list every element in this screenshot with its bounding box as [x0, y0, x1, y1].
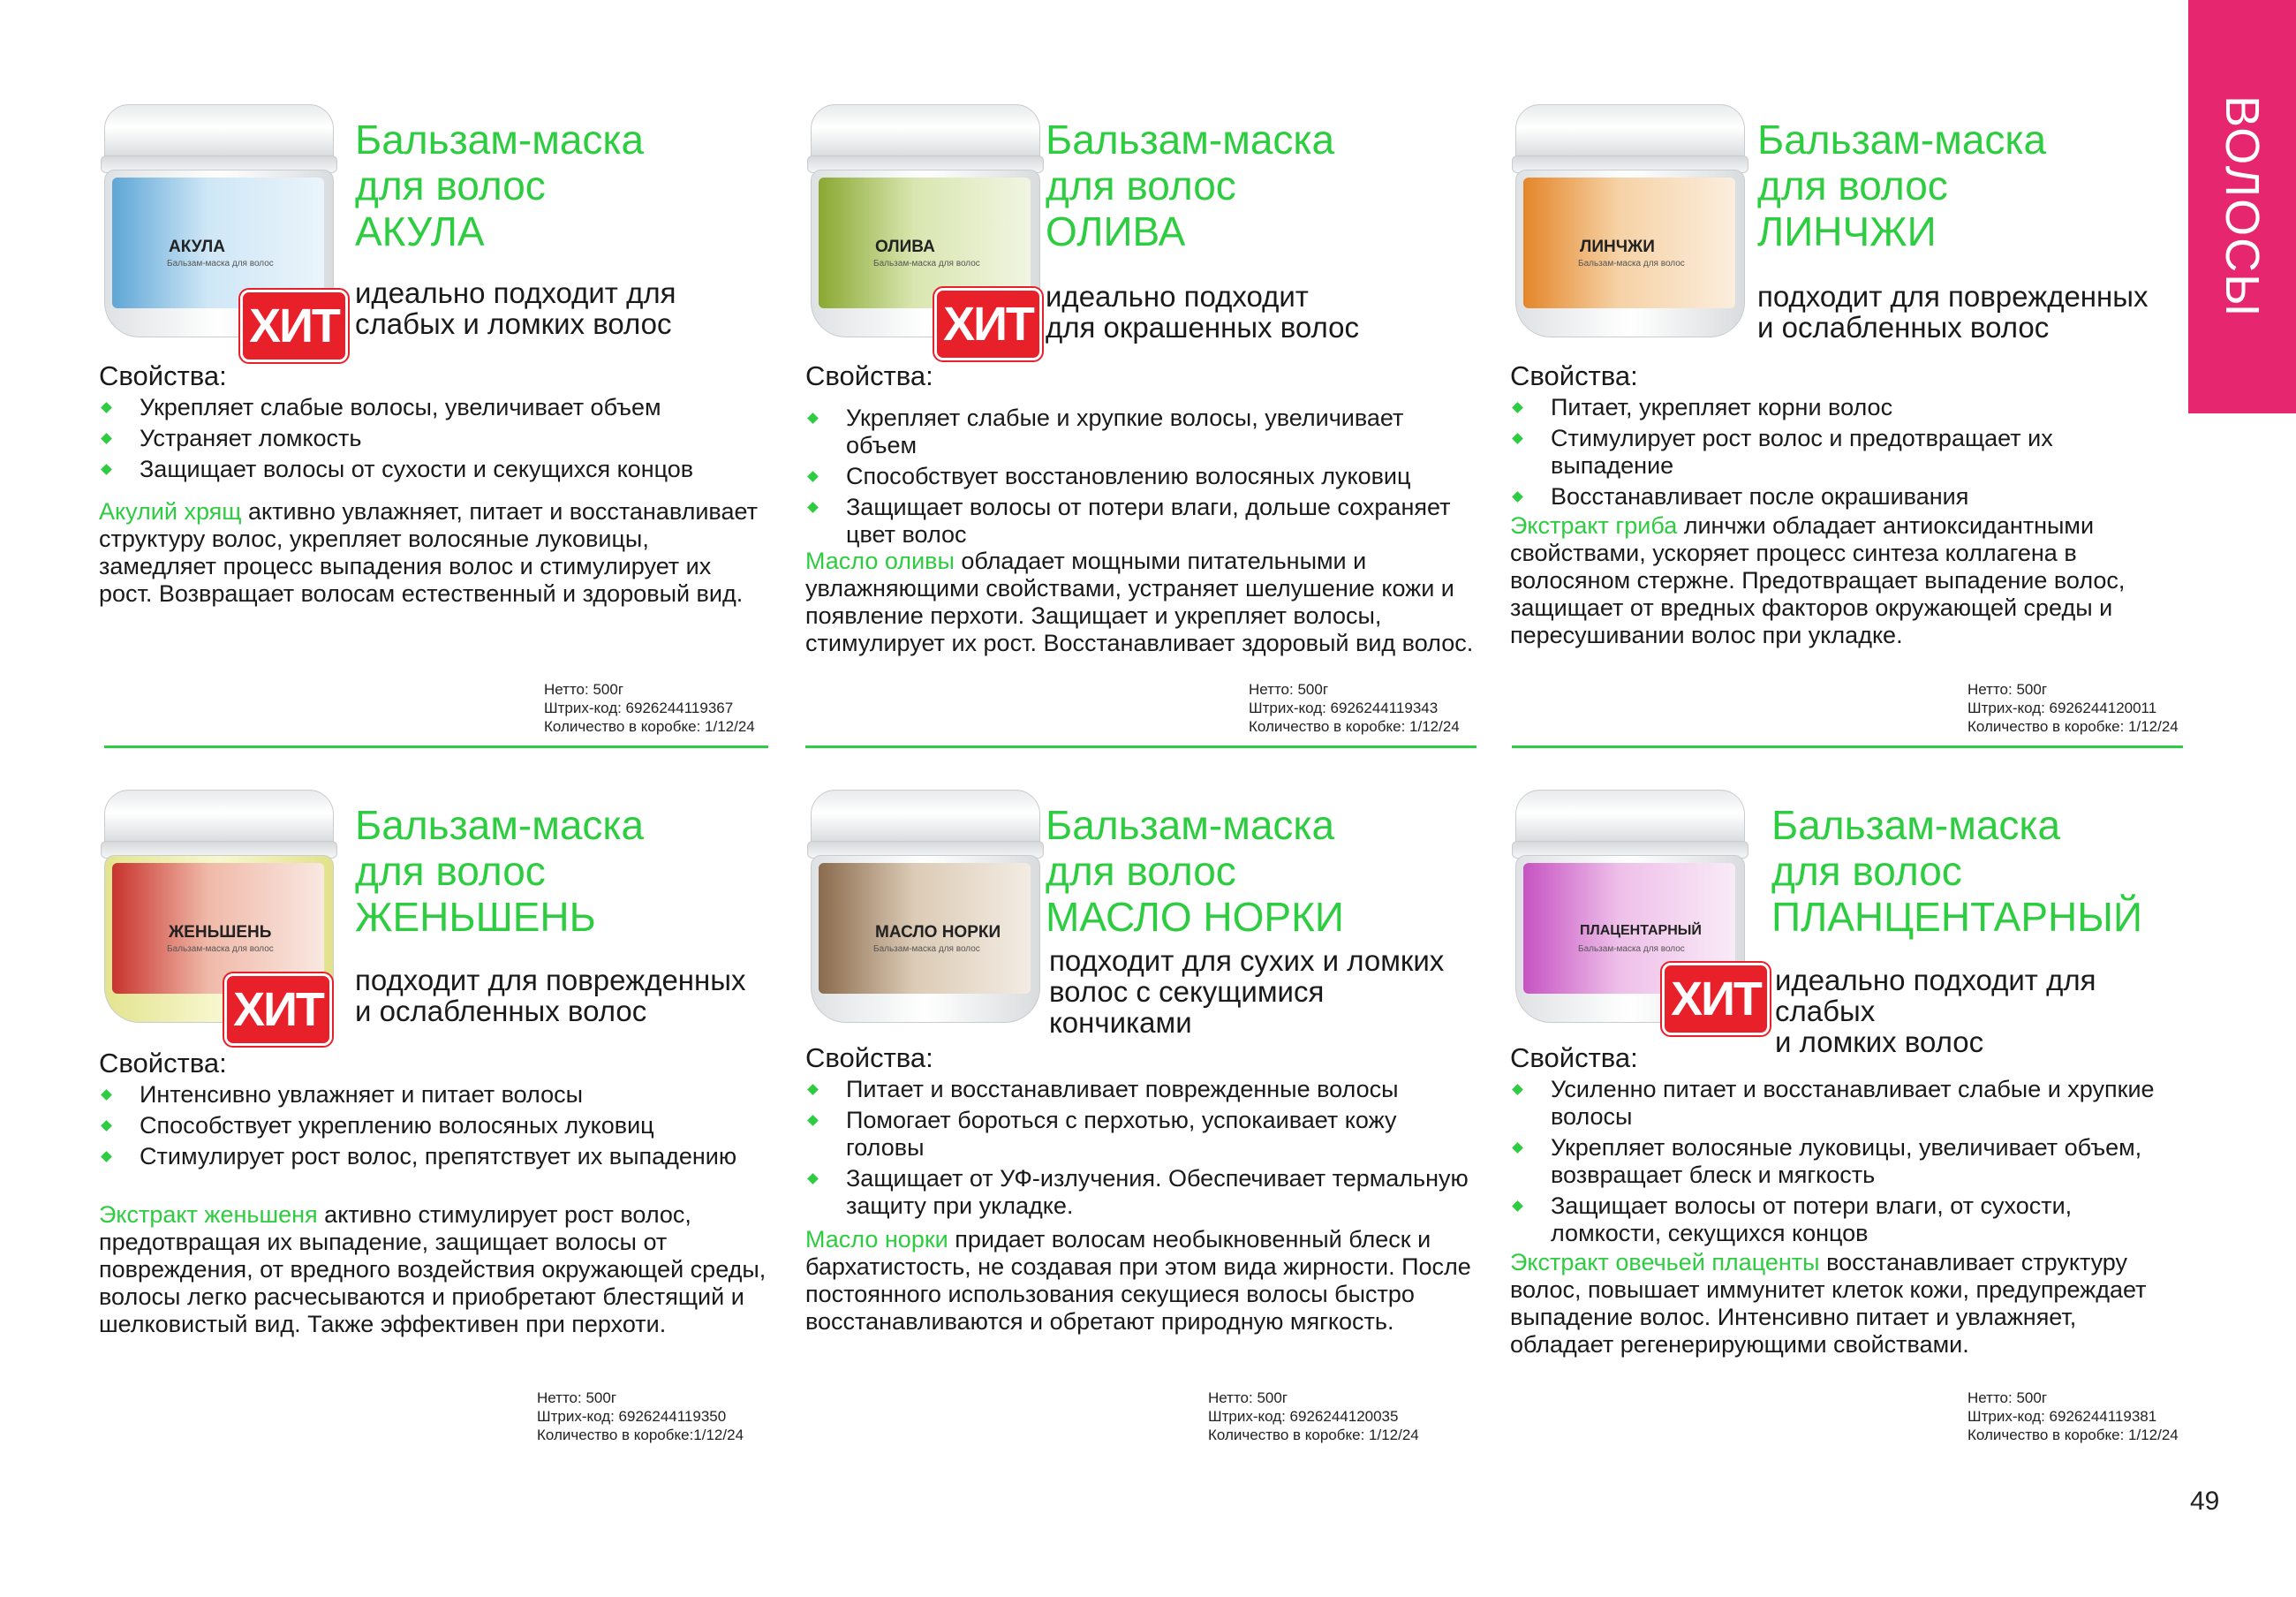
page-number: 49: [2190, 1487, 2220, 1516]
product-card-ginseng: [99, 790, 770, 1461]
list-item: Защищает от УФ-излучения. Обеспечивает термальную защиту при укладке.: [805, 1165, 1477, 1220]
product-title: Бальзам-маска для волос ОЛИВА: [1046, 117, 1335, 254]
list-item: Укрепляет слабые и хрупкие волосы, увеличивает объем: [805, 405, 1477, 459]
product-meta: Нетто: 500г Штрих-код: 6926244119343 Количество в коробке: 1/12/24: [1249, 681, 1460, 735]
product-title: Бальзам-маска для волос ЖЕНЬШЕНЬ: [355, 802, 645, 940]
list-item: Защищает волосы от потери влаги, от сухости, ломкости, секущихся концов: [1510, 1192, 2181, 1247]
hit-badge: ХИТ: [1662, 963, 1770, 1035]
product-card-olive: [805, 104, 1477, 776]
product-subtitle: идеально подходит для окрашенных волос: [1046, 280, 1359, 344]
list-item: Стимулирует рост волос и предотвращает их выпадение: [1510, 425, 2181, 480]
properties-list: [99, 394, 770, 487]
bullet-icon: [807, 1173, 819, 1185]
product-jar-image: ЖЕНЬШЕНЬ Бальзам-маска для волос: [99, 790, 337, 1030]
bullet-icon: [101, 433, 112, 444]
bullet-icon: [101, 464, 112, 475]
hit-badge: ХИТ: [934, 288, 1042, 360]
product-subtitle: подходит для поврежденных и ослабленных волос: [1757, 280, 2149, 344]
hit-badge: ХИТ: [224, 973, 332, 1046]
properties-heading: Свойства:: [805, 360, 933, 391]
product-subtitle: подходит для поврежденных и ослабленных волос: [355, 964, 746, 1027]
product-meta: Нетто: 500г Штрих-код: 6926244119381 Количество в коробке: 1/12/24: [1967, 1389, 2179, 1443]
bullet-icon: [807, 1084, 819, 1095]
bullet-icon: [1512, 1084, 1523, 1095]
product-card-mink-oil: [805, 790, 1477, 1461]
bullet-icon: [1512, 491, 1523, 503]
product-subtitle: идеально подходит для слабых и ломких волос: [355, 276, 676, 340]
product-jar-image: ЛИНЧЖИ Бальзам-маска для волос: [1510, 104, 1748, 344]
product-description: Экстракт овечьей плаценты восстанавливает структуру волос, повышает иммунитет клеток кожи, предупреждает выпадение волос. Интенсивно питает и увлажняет, обладает регенерирующими свойствами.: [1510, 1249, 2147, 1358]
list-item: Интенсивно увлажняет и питает волосы: [99, 1081, 770, 1109]
bullet-icon: [1512, 402, 1523, 413]
list-item: Способствует укреплению волосяных луковиц: [99, 1112, 770, 1139]
product-jar-image: АКУЛА Бальзам-маска для волос: [99, 104, 337, 344]
bullet-icon: [101, 1089, 112, 1101]
properties-heading: Свойства:: [99, 360, 227, 391]
bullet-icon: [807, 471, 819, 482]
list-item: Помогает бороться с перхотью, успокаивает кожу головы: [805, 1107, 1477, 1162]
list-item: Защищает волосы от сухости и секущихся концов: [99, 456, 770, 483]
product-title: Бальзам-маска для волос ПЛАНЦЕНТАРНЫЙ: [1771, 802, 2143, 940]
product-subtitle: подходит для сухих и ломких волос с секущимися кончиками: [1049, 944, 1445, 1039]
product-meta: Нетто: 500г Штрих-код: 6926244119350 Количество в коробке:1/12/24: [537, 1389, 744, 1443]
list-item: Восстанавливает после окрашивания: [1510, 483, 2181, 511]
properties-list: [1510, 1076, 2181, 1251]
properties-heading: Свойства:: [1510, 360, 1638, 391]
section-tab-label: ВОЛОСЫ: [2216, 95, 2269, 318]
product-card-placenta: [1510, 790, 2181, 1461]
properties-heading: Свойства:: [99, 1048, 227, 1079]
properties-list: [805, 1076, 1477, 1223]
product-jar-image: ОЛИВА Бальзам-маска для волос: [805, 104, 1044, 344]
list-item: Усиленно питает и восстанавливает слабые и хрупкие волосы: [1510, 1076, 2181, 1131]
bullet-icon: [807, 502, 819, 513]
product-title: Бальзам-маска для волос МАСЛО НОРКИ: [1046, 802, 1344, 940]
product-meta: Нетто: 500г Штрих-код: 6926244120011 Количество в коробке: 1/12/24: [1967, 681, 2179, 735]
product-title: Бальзам-маска для волос ЛИНЧЖИ: [1757, 117, 2047, 254]
bullet-icon: [1512, 1200, 1523, 1212]
list-item: Защищает волосы от потери влаги, дольше сохраняет цвет волос: [805, 494, 1477, 549]
bullet-icon: [101, 402, 112, 413]
bullet-icon: [807, 412, 819, 424]
list-item: Способствует восстановлению волосяных луковиц: [805, 463, 1477, 490]
list-item: Питает, укрепляет корни волос: [1510, 394, 2181, 421]
product-meta: Нетто: 500г Штрих-код: 6926244120035 Количество в коробке: 1/12/24: [1208, 1389, 1419, 1443]
bullet-icon: [101, 1120, 112, 1132]
product-title: Бальзам-маска для волос АКУЛА: [355, 117, 645, 254]
list-item: Укрепляет волосяные луковицы, увеличивает объем, возвращает блеск и мягкость: [1510, 1134, 2181, 1189]
properties-list: [99, 1081, 770, 1174]
bullet-icon: [1512, 433, 1523, 444]
product-description: Экстракт женьшеня активно стимулирует рост волос, предотвращая их выпадение, защищает волосы от повреждения, от вредного воздействия окружающей среды, волосы легко расчесываются и приобретают блестящий и шелковистый вид. Также эффективен при перхоти.: [99, 1201, 767, 1337]
properties-list: [1510, 394, 2181, 514]
product-description: Масло норки придает волосам необыкновенный блеск и бархатистость, не создавая при этом вида жирности. После постоянного использования секущиеся волосы быстро восстанавливаются и обретают природную мягкость.: [805, 1226, 1471, 1335]
properties-heading: Свойства:: [1510, 1042, 1638, 1073]
product-subtitle: идеально подходит для слабых и ломких волос: [1775, 964, 2096, 1058]
bullet-icon: [101, 1151, 112, 1162]
product-card-lingzhi: [1510, 104, 2181, 776]
product-jar-image: МАСЛО НОРКИ Бальзам-маска для волос: [805, 790, 1044, 1030]
product-meta: Нетто: 500г Штрих-код: 6926244119367 Количество в коробке: 1/12/24: [544, 681, 755, 735]
list-item: Стимулирует рост волос, препятствует их выпадению: [99, 1143, 770, 1170]
product-description: Экстракт гриба линчжи обладает антиоксидантными свойствами, ускоряет процесс синтеза коллагена в волосяном стержне. Предотвращает выпадение волос, защищает от вредных факторов окружающей среды и пересушивании волос при укладке.: [1510, 512, 2126, 648]
product-jar-image: ПЛАЦЕНТАРНЫЙ Бальзам-маска для волос: [1510, 790, 1748, 1030]
product-card-shark: [99, 104, 770, 776]
bullet-icon: [1512, 1142, 1523, 1154]
bullet-icon: [807, 1115, 819, 1126]
properties-list: [805, 405, 1477, 552]
hit-badge: ХИТ: [240, 290, 348, 362]
list-item: Укрепляет слабые волосы, увеличивает объем: [99, 394, 770, 421]
section-tab: [2188, 0, 2296, 413]
product-description: Масло оливы обладает мощными питательными и увлажняющими свойствами, устраняет шелушение кожи и появление перхоти. Защищает и укрепляет волосы, стимулирует их рост. Восстанавливает здоровый вид волос.: [805, 548, 1474, 656]
product-description: Акулий хрящ активно увлажняет, питает и восстанавливает структуру волос, укрепляет волосяные луковицы, замедляет процесс выпадения волос и стимулирует их рост. Возвращает волосам естественный и здоровый вид.: [99, 498, 758, 607]
list-item: Питает и восстанавливает поврежденные волосы: [805, 1076, 1477, 1103]
list-item: Устраняет ломкость: [99, 425, 770, 452]
properties-heading: Свойства:: [805, 1042, 933, 1073]
